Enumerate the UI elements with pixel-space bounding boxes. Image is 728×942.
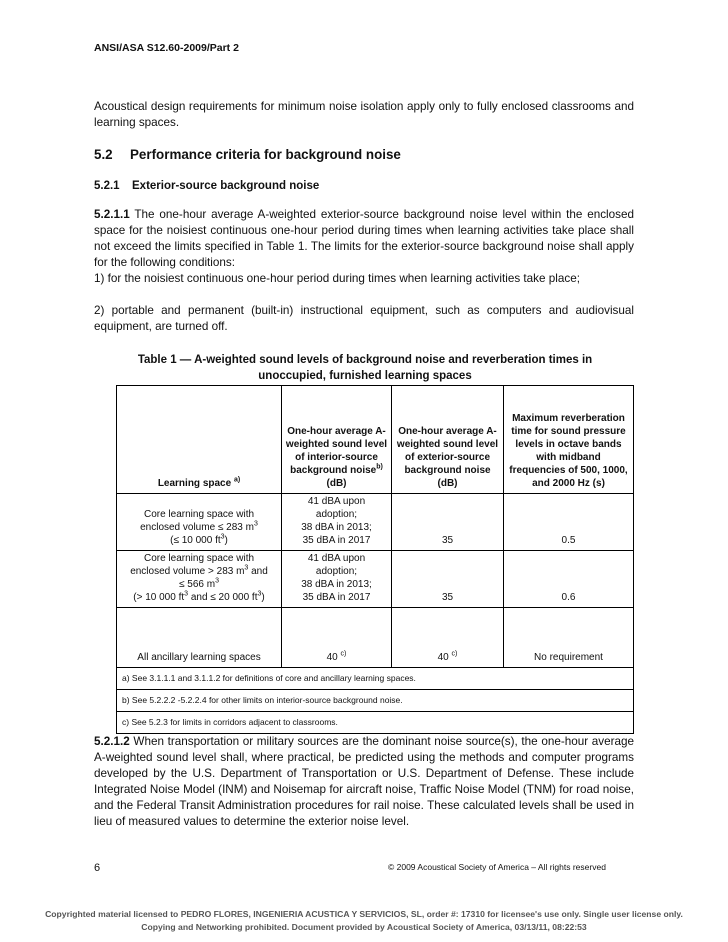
table-header-row (117, 386, 634, 494)
footnote-row (117, 668, 634, 690)
license-line-2: Copying and Networking prohibited. Document provided by Acoustical Society of America, 03/13/11, 08:22:53 (141, 922, 587, 932)
cell-learning-space: Core learning space with enclosed volume > 283 $m^3$ and ≤ 566 $m^3$ (> 10 000 $ft^3$ and ≤ 20 000 $ft^3$) (117, 551, 282, 608)
intro-paragraph: Acoustical design requirements for minimum noise isolation apply only to fully enclosed classrooms and learning spaces. (94, 100, 634, 129)
section-5-2-1-1-text: The one-hour average A-weighted exterior-source background noise level within the enclosed space for the noisiest continuous one-hour period during times when learning activities take place shall not exceed the limits specified in Table 1. The limits for the exterior-source background noise shall apply for the following conditions: (94, 208, 634, 269)
table-row (117, 608, 634, 668)
section-5-2-1-title: Exterior-source background noise (132, 180, 320, 192)
header-interior-noise: One-hour average A-weighted sound level of interior-source background noise$^{b)}$ (dB) (282, 386, 392, 494)
table-caption (110, 352, 620, 384)
header-reverberation-time: Maximum reverberation time for sound pressure levels in octave bands with midband frequencies of 500, 1000, and 2000 Hz (s) (504, 386, 634, 494)
footnote-a: a) See 3.1.1.1 and 3.1.1.2 for definitions of core and ancillary learning spaces. (117, 668, 634, 690)
cell-interior-noise: 41 dBA upon adoption; 38 dBA in 2013; 35 dBA in 2017 (282, 551, 392, 608)
table-caption-line2: unoccupied, furnished learning spaces (258, 370, 472, 382)
footnote-row (117, 712, 634, 734)
section-5-2-1-heading (94, 180, 319, 192)
header-learning-space: Learning space $^{a)}$ (117, 386, 282, 494)
condition-2: 2) portable and permanent (built-in) instructional equipment, such as computers and audiovisual equipment, are turned off. (94, 304, 634, 333)
section-5-2-1-2-text: When transportation or military sources are the dominant noise source(s), the one-hour average A-weighted sound level shall, where practical, be predicted using the methods and computer programs developed by the U.S. Department of Transportation or U.S. Department of Defense. These include Integrated Noise Model (INM) and Noisemap for aircraft noise, Traffic Noise Model (TNM) for road noise, and the Federal Transit Administration procedures for rail noise. These calculated levels shall be used in lieu of measured values to determine the exterior noise level. (94, 735, 635, 828)
section-5-2-1-number: 5.2.1 (94, 180, 120, 192)
cell-reverberation-time: 0.6 (504, 551, 634, 608)
license-notice (0, 908, 728, 934)
table-caption-line1: Table 1 — A-weighted sound levels of background noise and reverberation times in (137, 354, 593, 366)
header-exterior-noise: One-hour average A-weighted sound level of exterior-source background noise (dB) (392, 386, 504, 494)
footnote-b: b) See 5.2.2.2 -5.2.2.4 for other limits on interior-source background noise. (117, 690, 634, 712)
cell-learning-space: All ancillary learning spaces (117, 608, 282, 668)
document-header: ANSI/ASA S12.60-2009/Part 2 (94, 42, 239, 54)
cell-reverberation-time: No requirement (504, 608, 634, 668)
copyright-notice: © 2009 Acoustical Society of America – All rights reserved (388, 862, 606, 872)
section-5-2-1-1-number: 5.2.1.1 (94, 208, 130, 221)
section-5-2-heading (94, 147, 401, 162)
license-line-1: Copyrighted material licensed to PEDRO FLORES, INGENIERIA ACUSTICA Y SERVICIOS, SL, order #: 17310 for licensee's use only. Single user license only. (45, 909, 683, 919)
cell-learning-space: Core learning space with enclosed volume ≤ 283 $m^3$ (≤ 10 000 $ft^3$) (117, 494, 282, 551)
noise-limits-table (116, 385, 634, 734)
section-5-2-1-1-paragraph (94, 207, 634, 271)
section-5-2-1-2-number: 5.2.1.2 (94, 735, 130, 748)
cell-interior-noise: 40 $^{c)}$ (282, 608, 392, 668)
table-row (117, 494, 634, 551)
cell-interior-noise: 41 dBA upon adoption; 38 dBA in 2013; 35 dBA in 2017 (282, 494, 392, 551)
page-number: 6 (94, 862, 101, 874)
section-5-2-title: Performance criteria for background noise (130, 147, 401, 162)
cell-exterior-noise: 35 (392, 494, 504, 551)
cell-exterior-noise: 35 (392, 551, 504, 608)
condition-1: 1) for the noisiest continuous one-hour period during times when learning activities take place; (94, 272, 580, 285)
table-row (117, 551, 634, 608)
cell-exterior-noise: 40 $^{c)}$ (392, 608, 504, 668)
section-5-2-number: 5.2 (94, 147, 113, 162)
footnote-row (117, 690, 634, 712)
section-5-2-1-2-paragraph (94, 734, 634, 830)
footnote-c: c) See 5.2.3 for limits in corridors adjacent to classrooms. (117, 712, 634, 734)
cell-reverberation-time: 0.5 (504, 494, 634, 551)
